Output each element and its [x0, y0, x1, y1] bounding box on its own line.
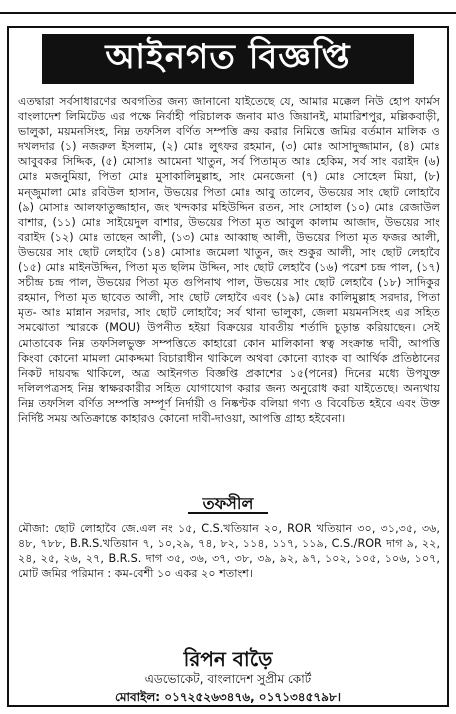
signatory-mobile: মোবাইল: ০১৭২৫২৬৩৪৭৬, ০১৭১৩৪৫৭৯৮।: [114, 690, 342, 704]
schedule-heading-underline: [188, 512, 268, 514]
notice-title: আইনগত বিজ্ঞপ্তি: [42, 34, 414, 84]
schedule-details: মৌজা: ছোট লোহাবৈ জে.এল নং ১৫, C.S.খতিয়ান ২০, ROR খতিয়ান ৩০, ৩১,৩৫, ৩৬, ৪৮, ৭৮৮, B.R.S.খতিয়ান ৭, ১০,২৯, ৭৪, ৮২, ১১৪, ১১৭, ১১৯, C.S./ROR দাগ ৯, ২২, ২৪, ২৫, ২৬, ২৭, B.R.S. দাগ ৩৫, ৩৬, ৩৭, ৩৮, ৩৯, ৯২, ৯৭, ১০২, ১০৫, ১০৬, ১০৭, মোট জমির পরিমান : কম-বেশী ১০ একর ২০ শতাংশ।: [18, 522, 440, 581]
signatory-name: রিপন বাড়ৈ: [183, 647, 273, 671]
signatory-title: এডভোকেট, বাংলাদেশ সুপ্রীম কোর্ট: [144, 672, 312, 686]
schedule-heading: তফসীল: [202, 494, 254, 513]
top-divider: [0, 0, 456, 14]
notice-body: এতদ্বারা সর্বসাধারণের অবগতির জন্য জানানো যাইতেছে যে, আমার মক্কেল নিউ হোপ ফার্মস বাংলাদেশ লিমিটেড এর পক্ষে নির্বাহী পরিচালক জনাব মাও জিয়ানই, মামারিশপুর, মল্লিকবাড়ী, ভালুকা, ময়মনসিংহ, নিম্ন তফসিল বর্ণিত সম্পত্তি ক্রয় করার নিমিত্তে জমির বর্তমান মালিক ও দখলদার (১) নজরুল ইসলাম, (২) মোঃ লুৎফর রহমান, (৩) মোঃ আসাদুজ্জামান, (৪) মোঃ আবুবকর সিদ্দিক, (৫) মোসাঃ আমেনা খাতুন, সর্ব পিতামৃত আঃ হেকিম, সর্ব সাং বরাইদ (৬) মোঃ মজনুমিয়া, পিতা মোঃ মুসাকালিমুল্লাহ, সাং মেনজেনা (৭) মোঃ সোহেল মিয়া, (৮) মন্জুমালা মোঃ রবিউল হাসান, উভয়ের পিতা মোঃ আবু তালেব, উভয়ের সাং ছোট লোহাবৈ (৯) মোসাঃ আলফাতুজ্জাহান, জং খন্দকার মহিউদ্দিন রতন, সাং সোহাল (১০) মোঃ রেজাউল বাশার, (১১) মোঃ সাইয়েদুল বাশার, উভয়ের পিতা মৃত আবুল কালাম আজাদ, উভয়ের সাং বরাইদ (১২) মোঃ তাছেন আলী, (১৩) মোঃ আব্বাছ আলী, উভয়ের পিতা মৃত ফজর আলী, উভয়ের সাং ছোট লেহাবৈ (১৪) মোসাঃ জমেলা খাতুন, জং শুকুর আলী, সাং ছোট লেহাবৈ (১৫) মোঃ মাইনউদ্দিন, পিতা মৃত ছলিম উদ্দিন, সাং ছোট লেহাবৈ (১৬) পরেশ চন্দ্র পাল, (১৭) সচীন্দ্র চন্দ্র পাল, উভয়ের পিতা মৃত গুপিনাথ পাল, উভয়ের সাং ছোট লেহাবৈ (১৮) সাদিকুর রহমান, পিতা মৃত ছাবেত আলী, সাং ছোট লেহাবৈ এবং (১৯) মোঃ কালিমুল্লাহ সরদার, পিতা মৃত- আঃ মান্নান সরদার, সাং ছোট লোহাবৈ; সর্ব থানা ভালুকা, জেলা ময়মনসিংহ এর সহিত সমঝোতা স্মারকে (MOU) উপনীত হইয়া বিক্রয়ের যাবতীয় শর্তাদি চূড়ান্ত করিয়াছেন। সেই মোতাবেক নিম্ন তফসিলভুক্ত সম্পত্তিতে কাহারো কোন মালিকানা স্বত্ব সংক্রান্ত দাবী, আপত্তি কিংবা কোনো মামলা মোকদ্দমা বিচারাধীন থাকিলে অথবা কোনো ব্যাংক বা আর্থিক প্রতিষ্ঠানের নিকট দায়বদ্ধ থাকিলে, অত্র আইনগত বিজ্ঞপ্তি প্রকাশের ১৫(পনের) দিনের মধ্যে উপযুক্ত দলিলপত্রসহ নিম্ন স্বাক্ষরকারীর সহিত যোগাযোগ করার জন্য অনুরোধ করা যাইতেছে। অন্যথায় নিম্ন তফসিল বর্ণিত সম্পত্তি সম্পূর্ণ নির্দায়ী ও নিষ্কণ্টক বলিয়া গণ্য ও বিবেচিত হইবে এবং উক্ত নির্দিষ্ট সময় অতিক্রান্তে কাহারও কোনো দাবী-দাওয়া, আপত্তি গ্রাহ্য হইবেনা।: [18, 95, 440, 425]
notice-frame: [7, 26, 449, 707]
